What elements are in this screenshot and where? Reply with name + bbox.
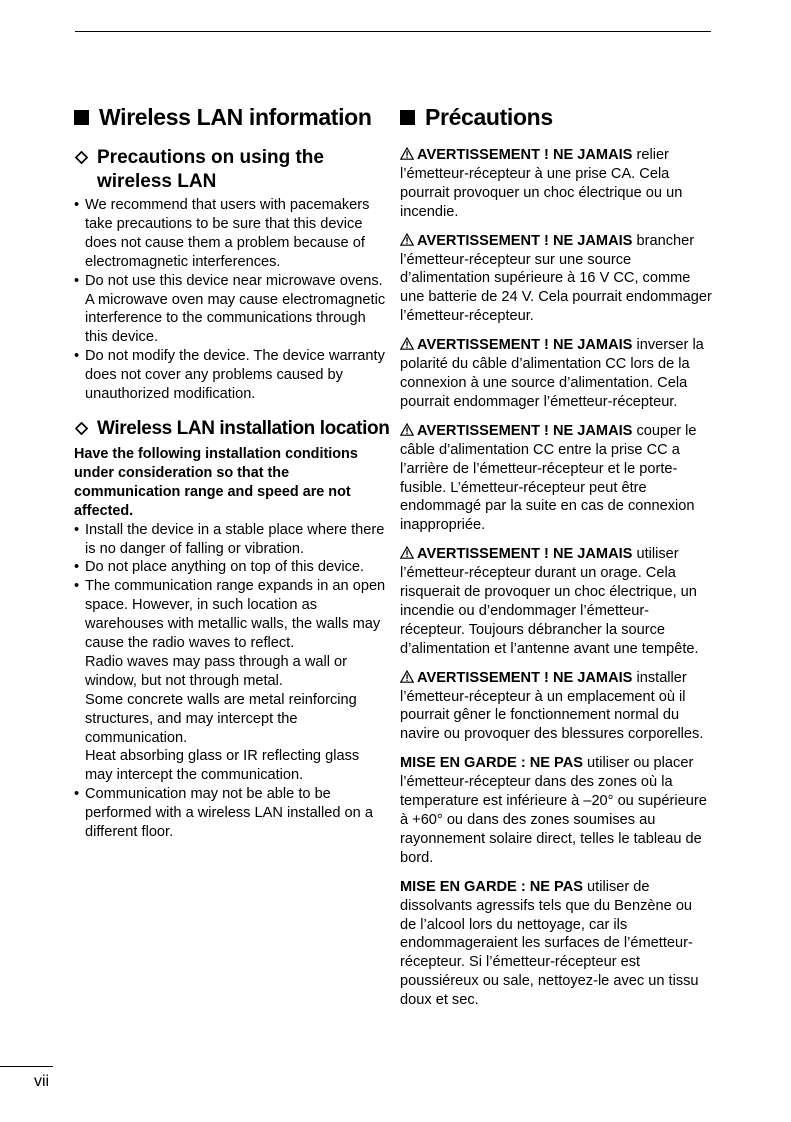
list-item: • Do not modify the device. The device warranty does not cover any problems caused by unauthorized modification. [74, 347, 386, 404]
warning-label: AVERTISSEMENT ! NE JAMAIS [417, 669, 633, 686]
caution-text: utiliser de dissolvants agressifs tels que du Benzène ou de l’alcool lors du nettoyage, car ils endommageraient les surfaces de l’émetteur-récepteur. Si l’émetteur-récepteur est poussiéreux ou sale, nettoyez-le avec un tissu doux et sec. [400, 878, 699, 1009]
list-item: • Do not use this device near microwave ovens. A microwave oven may cause electromagnetic interference to the communications through this device. [74, 272, 386, 348]
warning-label: AVERTISSEMENT ! NE JAMAIS [417, 232, 633, 249]
warning-label: AVERTISSEMENT ! NE JAMAIS [417, 546, 633, 563]
black-square-icon [74, 110, 89, 125]
list-item: • Install the device in a stable place where there is no danger of falling or vibration. [74, 521, 386, 559]
warning-triangle-icon [400, 423, 414, 436]
diamond-icon [75, 422, 88, 435]
warning-triangle-icon [400, 337, 414, 350]
subsection-title-text [97, 146, 324, 194]
warning-text: inverser la polarité du câble d’alimentation CC lors de la connexion à une source d’alimentation. Cela pourrait endommager l’émetteur-récepteur. [400, 337, 704, 410]
warning-text: couper le câble d’alimentation CC entre la prise CC a l’arrière de l’émetteur-récepteur et le porte-fusible. L’émetteur-récepteur peut être endommagé par la suite en cas de connexion inappropriée. [400, 422, 697, 534]
subsection-title-precautions [74, 146, 386, 194]
caution-label: MISE EN GARDE : NE PAS [400, 878, 583, 895]
precautions-list [74, 196, 386, 404]
list-item [74, 577, 386, 785]
subsection-title-line1: Precautions on using the [97, 147, 324, 168]
warning-text: installer l’émetteur-récepteur à un emplacement où il pourrait gêner le fonctionnement normal du navire ou provoquer des blessures corporelles. [400, 669, 704, 743]
warning-label: AVERTISSEMENT ! NE JAMAIS [417, 422, 633, 439]
warning-triangle-icon [400, 147, 414, 160]
warning-block [400, 422, 712, 535]
top-rule [75, 31, 711, 32]
warning-block [400, 232, 712, 327]
diamond-icon [75, 151, 88, 164]
warning-triangle-icon [400, 670, 414, 683]
list-item: • Communication may not be able to be performed with a wireless LAN installed on a different floor. [74, 785, 386, 842]
list-paragraph: Heat absorbing glass or IR reflecting glass may intercept the communication. [85, 748, 360, 784]
caution-text: utiliser ou placer l’émetteur-récepteur dans des zones où la temperature est inférieure à –20° ou supérieure à +60° ou dans des zones soumises au rayonnement solaire direct, telles le tableau de bord. [400, 755, 707, 866]
black-square-icon [400, 110, 415, 125]
list-paragraph: • The communication range expands in an open space. However, in such location as warehouses with metallic walls, the walls may cause the radio waves to reflect. [85, 578, 386, 652]
list-paragraph: Some concrete walls are metal reinforcing structures, and may intercept the communication. [85, 691, 357, 746]
footer-rule [0, 1066, 53, 1067]
section-title-text: Précautions [425, 104, 553, 130]
warning-block [400, 336, 712, 412]
warning-block [400, 545, 712, 658]
warning-text: brancher l’émetteur-récepteur sur une source d’alimentation supérieure à 16 V CC, comme une batterie de 24 V. Cela pourrait endommager l’émetteur-récepteur. [400, 232, 712, 325]
subsection-title-installation [74, 417, 390, 441]
warning-triangle-icon [400, 233, 414, 246]
section-title-wireless-lan [74, 98, 386, 136]
warning-triangle-icon [400, 546, 414, 559]
section-title-text: Wireless LAN information [99, 104, 372, 130]
warning-text: utiliser l’émetteur-récepteur durant un orage. Cela risquerait de provoquer un choc électrique, un incendie ou d’endommager l’émetteur-récepteur. Toujours débrancher la source d’alimentation et l’antenne avant une tempête. [400, 546, 699, 657]
warning-text: relier l’émetteur-récepteur à une prise CA. Cela pourrait provoquer un choc électrique ou un incendie. [400, 147, 683, 220]
warning-label: AVERTISSEMENT ! NE JAMAIS [417, 147, 633, 163]
list-paragraph: Radio waves may pass through a wall or window, but not through metal. [85, 653, 348, 689]
warning-label: AVERTISSEMENT ! NE JAMAIS [417, 337, 633, 354]
installation-list [74, 521, 386, 842]
subsection-title-text: Wireless LAN installation location [97, 417, 390, 439]
warning-block [400, 669, 712, 745]
caution-block [400, 878, 712, 1010]
list-item: • Do not place anything on top of this device. [74, 558, 386, 577]
installation-lead: Have the following installation conditions under consideration so that the communication range and speed are not affected. [74, 445, 358, 519]
warning-block [400, 146, 712, 222]
page-number: vii [34, 1073, 50, 1090]
left-column [74, 98, 390, 842]
right-column [400, 98, 712, 1010]
caution-label: MISE EN GARDE : NE PAS [400, 755, 583, 772]
list-item: • We recommend that users with pacemakers take precautions to be sure that this device does not cause them a problem because of electromagnetic interferences. [74, 196, 386, 272]
caution-block [400, 754, 712, 867]
subsection-title-line2: wireless LAN [97, 171, 217, 192]
section-title-precautions [400, 98, 712, 136]
